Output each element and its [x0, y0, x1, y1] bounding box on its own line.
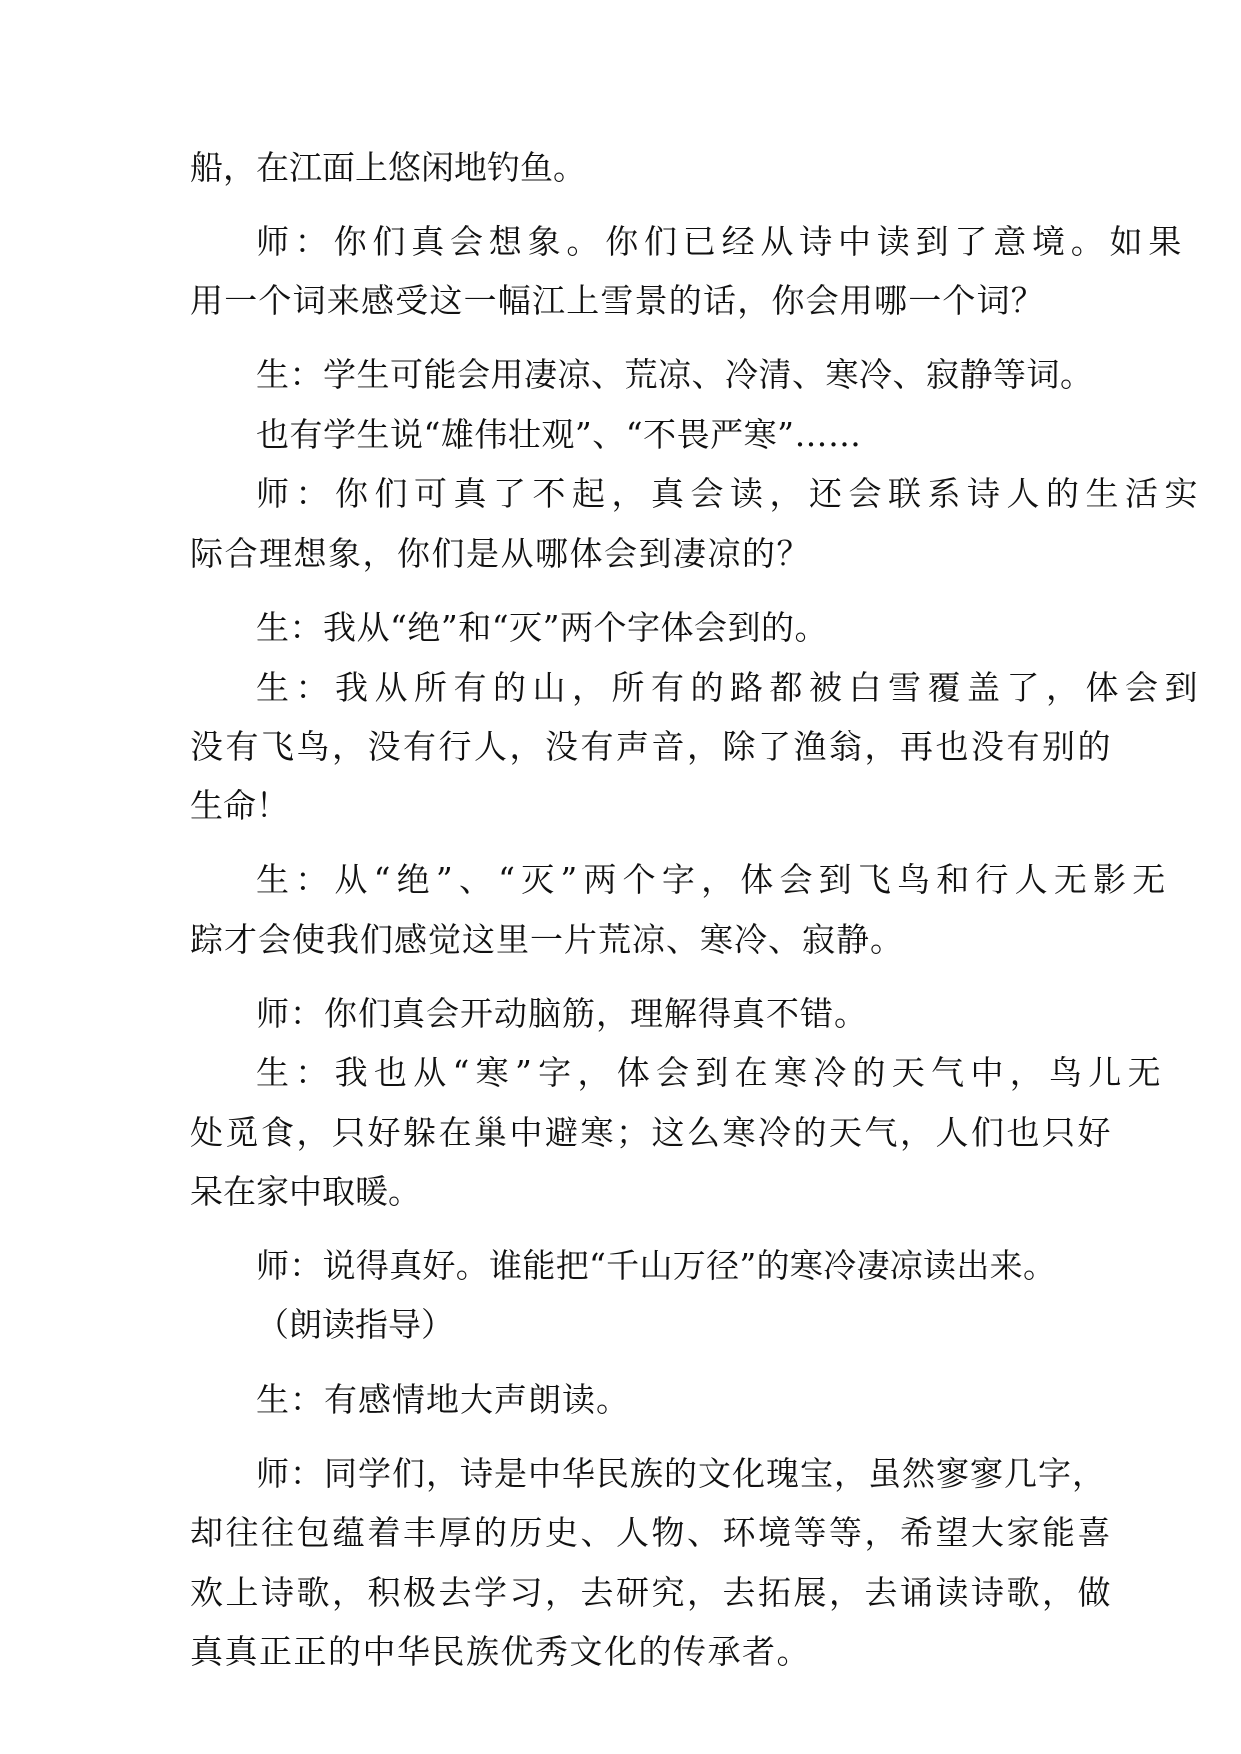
text-line: 没有飞鸟，没有行人，没有声音，除了渔翁，再也没有别的	[190, 727, 1113, 766]
text-line: 欢上诗歌，积极去学习，去研究，去拓展，去诵读诗歌，做	[190, 1573, 1113, 1612]
text-line: 生：我也从“寒”字，体会到在寒冷的天气中，鸟儿无	[256, 1053, 1167, 1092]
text-line: 师：同学们，诗是中华民族的文化瑰宝，虽然寥寥几字，	[256, 1454, 1106, 1493]
text-line: 生：从“绝”、“灭”两个字，体会到飞鸟和行人无影无	[256, 860, 1172, 899]
text-line: 师：你们真会开动脑筋，理解得真不错。	[256, 994, 868, 1033]
text-line: 踪才会使我们感觉这里一片荒凉、寒冷、寂静。	[190, 920, 904, 959]
text-line: 也有学生说“雄伟壮观”、“不畏严寒”……	[256, 415, 862, 454]
text-line: 船，在江面上悠闲地钓鱼。	[190, 148, 586, 187]
text-line: 师：说得真好。谁能把“千山万径”的寒冷凄凉读出来。	[256, 1246, 1057, 1285]
text-line: 呆在家中取暖。	[190, 1172, 421, 1211]
text-line: 处觅食，只好躲在巢中避寒；这么寒冷的天气，人们也只好	[190, 1113, 1113, 1152]
text-line: 师：你们可真了不起，真会读，还会联系诗人的生活实	[256, 474, 1204, 513]
text-line: 生：我从所有的山，所有的路都被白雪覆盖了，体会到	[256, 668, 1204, 707]
text-line: 却往往包蕴着丰厚的历史、人物、环境等等，希望大家能喜	[190, 1513, 1113, 1552]
text-line: （朗读指导）	[256, 1305, 454, 1344]
text-line: 际合理想象，你们是从哪体会到凄凉的？	[190, 534, 811, 573]
text-line: 生命！	[190, 786, 289, 825]
text-line: 生：我从“绝”和“灭”两个字体会到的。	[256, 608, 828, 647]
text-line: 生：有感情地大声朗读。	[256, 1380, 630, 1419]
text-line: 生：学生可能会用凄凉、荒凉、冷清、寒冷、寂静等词。	[256, 355, 1094, 394]
text-line: 师：你们真会想象。你们已经从诗中读到了意境。如果	[256, 222, 1188, 261]
text-line: 真真正正的中华民族优秀文化的传承者。	[190, 1632, 811, 1671]
text-line: 用一个词来感受这一幅江上雪景的话，你会用哪一个词？	[190, 281, 1045, 320]
